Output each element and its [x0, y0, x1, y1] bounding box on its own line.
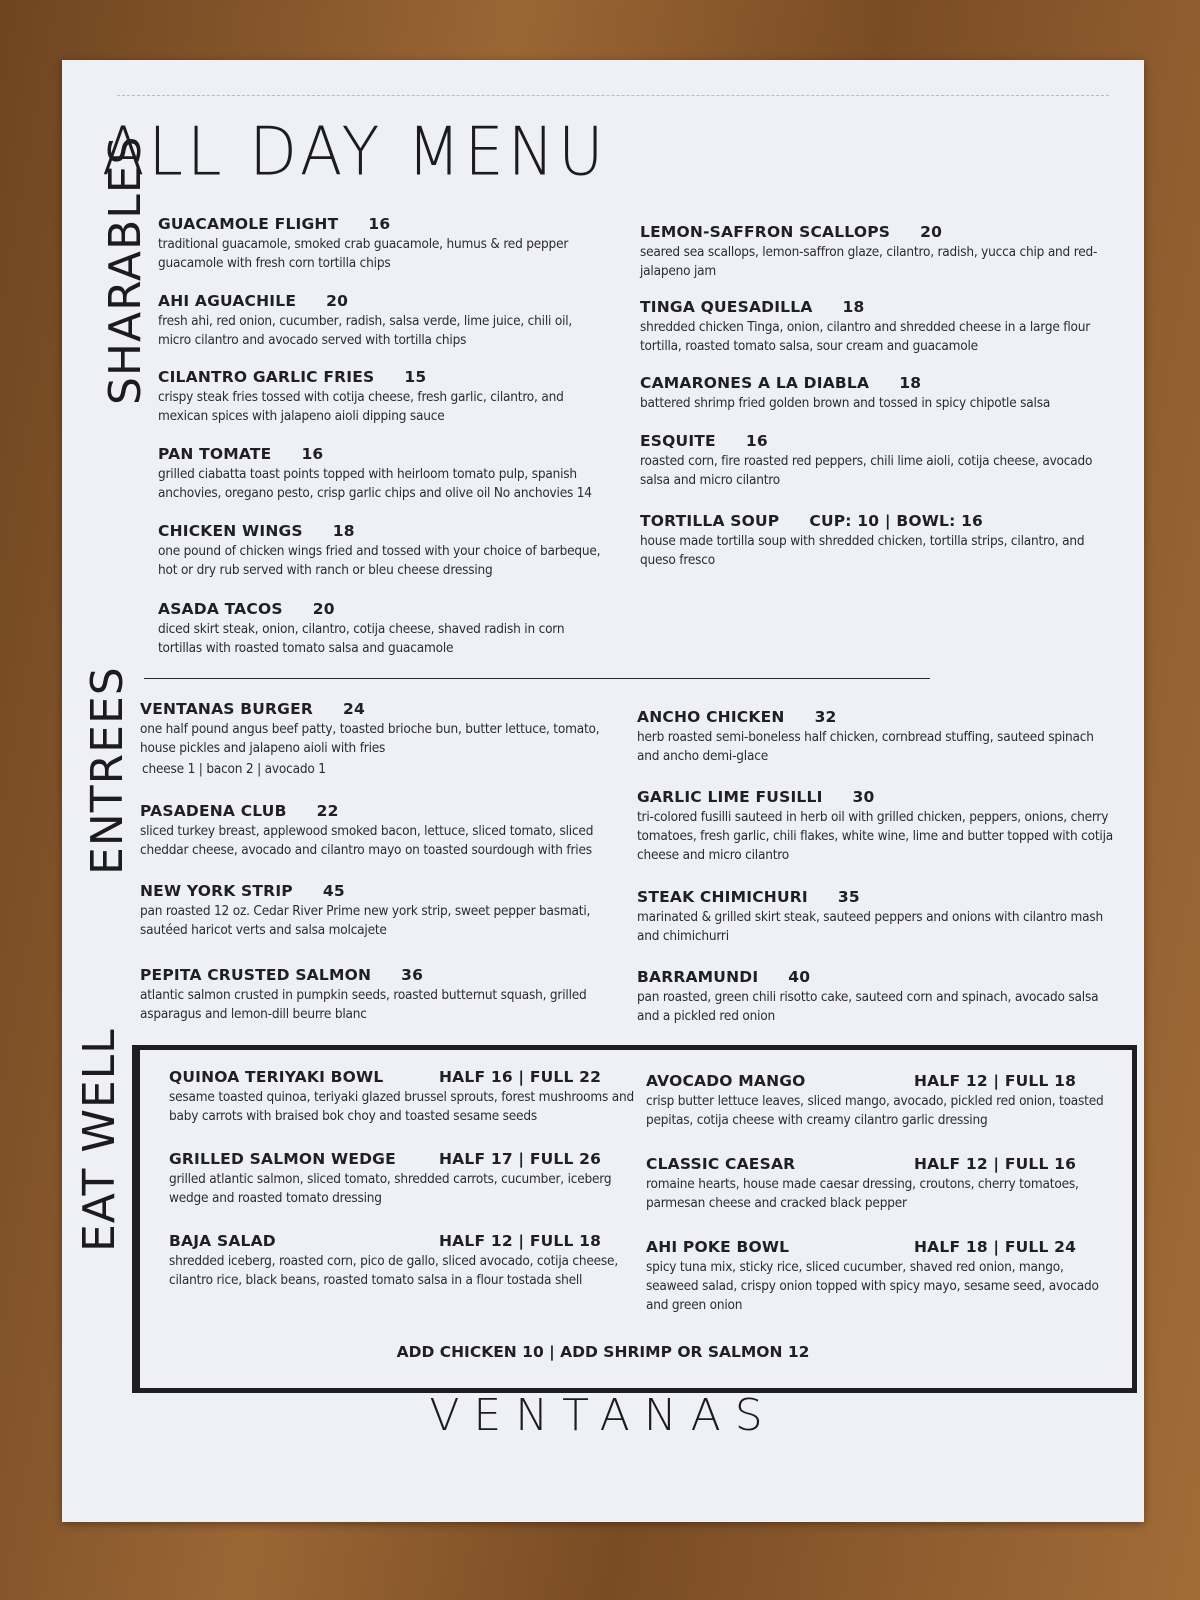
- section-label-eat-well: EAT WELL: [74, 1028, 125, 1252]
- menu-item-description: atlantic salmon crusted in pumpkin seeds, roasted butternut squash, grilled asparagus and lemon-dill beurre blanc: [140, 987, 587, 1022]
- menu-item-price: HALF 17 | FULL 26: [439, 1150, 602, 1168]
- menu-item-header: [158, 368, 608, 386]
- menu-item-header: [640, 512, 1100, 530]
- menu-item-name: VENTANAS BURGER: [140, 700, 314, 718]
- menu-item-name: QUINOA TERIYAKI BOWL: [169, 1068, 384, 1086]
- menu-item: [640, 223, 1100, 281]
- menu-item-name: LEMON-SAFFRON SCALLOPS: [640, 223, 891, 241]
- menu-item: [169, 1068, 639, 1126]
- menu-item-name: STEAK CHIMICHURI: [637, 888, 808, 906]
- menu-item-description: crisp butter lettuce leaves, sliced mango, avocado, pickled red onion, toasted pepitas, cotija cheese with creamy cilantro garlic dressing: [646, 1093, 1104, 1128]
- menu-item-name: GUACAMOLE FLIGHT: [158, 215, 339, 233]
- menu-item-price: 20: [312, 600, 335, 618]
- menu-item-name: PEPITA CRUSTED SALMON: [140, 966, 372, 984]
- section-label-sharables: SHARABLES: [100, 135, 151, 405]
- menu-item-header: [158, 445, 608, 463]
- menu-item-price: HALF 12 | FULL 18: [914, 1072, 1077, 1090]
- menu-item: [646, 1072, 1116, 1130]
- menu-item-name: ASADA TACOS: [158, 600, 283, 618]
- menu-item: [646, 1238, 1116, 1315]
- menu-item-description: fresh ahi, red onion, cucumber, radish, salsa verde, lime juice, chili oil, micro cilantro and avocado served with tortilla chips: [158, 313, 573, 348]
- menu-item-name: PASADENA CLUB: [140, 802, 287, 820]
- menu-item-price: HALF 18 | FULL 24: [914, 1238, 1077, 1256]
- menu-item-price: 40: [788, 968, 811, 986]
- menu-item-description: marinated & grilled skirt steak, sauteed peppers and onions with cilantro mash and chimichurri: [637, 909, 1104, 944]
- menu-item-price: 24: [343, 700, 366, 718]
- menu-item-description: roasted corn, fire roasted red peppers, chili lime aioli, cotija cheese, avocado salsa and micro cilantro: [640, 453, 1093, 488]
- menu-item: [646, 1155, 1116, 1213]
- menu-item-addons: cheese 1 | bacon 2 | avocado 1: [142, 761, 326, 777]
- menu-item-name: AVOCADO MANGO: [646, 1072, 806, 1090]
- menu-item-name: CILANTRO GARLIC FRIES: [158, 368, 375, 386]
- menu-item-price: 18: [332, 522, 355, 540]
- menu-item-price: 30: [852, 788, 875, 806]
- menu-item-description: grilled atlantic salmon, sliced tomato, shredded carrots, cucumber, iceberg wedge and roasted tomato dressing: [169, 1171, 612, 1206]
- menu-item-description: romaine hearts, house made caesar dressing, croutons, cherry tomatoes, parmesan cheese and cracked black pepper: [646, 1176, 1079, 1211]
- menu-item-description: sliced turkey breast, applewood smoked bacon, lettuce, sliced tomato, sliced cheddar cheese, avocado and cilantro mayo on toasted sourdough with fries: [140, 823, 594, 858]
- add-protein-options: ADD CHICKEN 10 | ADD SHRIMP OR SALMON 12: [396, 1343, 810, 1361]
- menu-item: [140, 882, 615, 940]
- menu-item-description: grilled ciabatta toast points topped with heirloom tomato pulp, spanish anchovies, oregano pesto, crisp garlic chips and olive oil No anchovies 14: [158, 466, 592, 501]
- menu-item-price: HALF 12 | FULL 16: [914, 1155, 1077, 1173]
- menu-item-price: HALF 12 | FULL 18: [439, 1232, 602, 1250]
- menu-item-description: one pound of chicken wings fried and tossed with your choice of barbeque, hot or dry rub served with ranch or bleu cheese dressing: [158, 543, 601, 578]
- menu-item-name: CLASSIC CAESAR: [646, 1155, 796, 1173]
- menu-item-name: ANCHO CHICKEN: [637, 708, 785, 726]
- menu-item: [637, 788, 1115, 865]
- menu-item: [158, 368, 608, 426]
- menu-item-header: [169, 1150, 639, 1168]
- menu-item-price: 45: [322, 882, 345, 900]
- menu-item-header: [646, 1238, 1116, 1256]
- menu-item-header: [158, 215, 608, 233]
- menu-item-price: 16: [301, 445, 324, 463]
- menu-item-name: AHI AGUACHILE: [158, 292, 297, 310]
- menu-item-price: 32: [814, 708, 837, 726]
- menu-item-description: pan roasted, green chili risotto cake, sauteed corn and spinach, avocado salsa and a pickled red onion: [637, 989, 1099, 1024]
- menu-item: [640, 298, 1100, 356]
- menu-item: [637, 968, 1115, 1026]
- menu-item-header: [140, 700, 615, 718]
- menu-item-header: [640, 432, 1100, 450]
- menu-item-header: [158, 522, 608, 540]
- menu-item: [140, 700, 615, 779]
- menu-item: [637, 708, 1115, 766]
- menu-item-header: [169, 1232, 639, 1250]
- menu-item-description: one half pound angus beef patty, toasted brioche bun, butter lettuce, tomato, house pickles and jalapeno aioli with fries: [140, 721, 600, 756]
- menu-item-description: shredded iceberg, roasted corn, pico de gallo, sliced avocado, cotija cheese, cilantro rice, black beans, roasted tomato salsa in a flour tostada shell: [169, 1253, 618, 1288]
- menu-item-name: CAMARONES A LA DIABLA: [640, 374, 870, 392]
- menu-item-price: 18: [842, 298, 865, 316]
- menu-item-header: [158, 600, 608, 618]
- menu-item-price: 20: [920, 223, 943, 241]
- menu-item-name: CHICKEN WINGS: [158, 522, 303, 540]
- menu-item-price: 20: [326, 292, 349, 310]
- menu-item-name: BARRAMUNDI: [637, 968, 759, 986]
- menu-item-price: 16: [745, 432, 768, 450]
- menu-item-price: 18: [899, 374, 922, 392]
- menu-item-header: [637, 708, 1115, 726]
- menu-item-description: tri-colored fusilli sauteed in herb oil with grilled chicken, peppers, onions, cherry tomatoes, fresh garlic, chili flakes, white wine, lime and butter topped with cotija cheese and micro cilantro: [637, 809, 1113, 863]
- tear-line: [117, 95, 1109, 96]
- menu-item-description: shredded chicken Tinga, onion, cilantro and shredded cheese in a large flour tortilla, roasted tomato salsa, sour cream and guacamole: [640, 319, 1091, 354]
- menu-item-price: CUP: 10 | BOWL: 16: [809, 512, 984, 530]
- menu-item-description: pan roasted 12 oz. Cedar River Prime new york strip, sweet pepper basmati, sautéed haricot verts and salsa molcajete: [140, 903, 591, 938]
- menu-item-description: crispy steak fries tossed with cotija cheese, fresh garlic, cilantro, and mexican spices with jalapeno aioli dipping sauce: [158, 389, 564, 424]
- menu-item-price: 22: [316, 802, 339, 820]
- menu-item-name: TINGA QUESADILLA: [640, 298, 813, 316]
- menu-item-name: GARLIC LIME FUSILLI: [637, 788, 823, 806]
- menu-item-header: [646, 1155, 1116, 1173]
- menu-item: [158, 600, 608, 658]
- menu-item: [169, 1232, 639, 1290]
- menu-item-header: [640, 374, 1100, 392]
- menu-title: ALL DAY MENU: [102, 112, 608, 191]
- menu-item-header: [158, 292, 608, 310]
- menu-item-header: [637, 968, 1115, 986]
- section-label-entrees: ENTREES: [82, 666, 133, 875]
- menu-paper: [62, 60, 1144, 1522]
- menu-item-name: TORTILLA SOUP: [640, 512, 780, 530]
- menu-item-header: [646, 1072, 1116, 1090]
- menu-item: [640, 374, 1100, 413]
- menu-item-header: [637, 788, 1115, 806]
- menu-item-name: AHI POKE BOWL: [646, 1238, 790, 1256]
- menu-item-price: 16: [368, 215, 391, 233]
- menu-item-price: 35: [837, 888, 860, 906]
- menu-item-description: battered shrimp fried golden brown and tossed in spicy chipotle salsa: [640, 395, 1051, 411]
- menu-item-price: 36: [401, 966, 424, 984]
- menu-item-name: BAJA SALAD: [169, 1232, 276, 1250]
- menu-item: [158, 445, 608, 503]
- menu-item-header: [637, 888, 1115, 906]
- menu-item-name: ESQUITE: [640, 432, 716, 450]
- menu-item: [158, 522, 608, 580]
- menu-item-description: diced skirt steak, onion, cilantro, cotija cheese, shaved radish in corn tortillas with roasted tomato salsa and guacamole: [158, 621, 565, 656]
- menu-item-description: seared sea scallops, lemon-saffron glaze, cilantro, radish, yucca chip and red-jalapeno jam: [640, 244, 1098, 279]
- menu-item: [158, 215, 608, 273]
- menu-item-header: [640, 298, 1100, 316]
- menu-item: [640, 432, 1100, 490]
- menu-item-header: [140, 966, 615, 984]
- menu-item-header: [640, 223, 1100, 241]
- menu-item: [640, 512, 1100, 570]
- menu-item-description: spicy tuna mix, sticky rice, sliced cucumber, shaved red onion, mango, seaweed salad, crispy onion topped with spicy mayo, sesame seed, avocado and green onion: [646, 1259, 1099, 1313]
- menu-item-description: sesame toasted quinoa, teriyaki glazed brussel sprouts, forest mushrooms and baby carrots with braised bok choy and toasted sesame seeds: [169, 1089, 635, 1124]
- menu-item-header: [140, 882, 615, 900]
- menu-item-price: 15: [404, 368, 427, 386]
- menu-item-description: traditional guacamole, smoked crab guacamole, humus & red pepper guacamole with fresh corn tortilla chips: [158, 236, 569, 271]
- restaurant-brand: VENTANAS: [429, 1390, 777, 1441]
- menu-item: [140, 802, 615, 860]
- menu-item-header: [140, 802, 615, 820]
- menu-item-header: [169, 1068, 639, 1086]
- menu-item-name: PAN TOMATE: [158, 445, 272, 463]
- menu-item-name: GRILLED SALMON WEDGE: [169, 1150, 396, 1168]
- menu-item: [169, 1150, 639, 1208]
- section-divider: [144, 678, 930, 679]
- menu-item-description: herb roasted semi-boneless half chicken, cornbread stuffing, sauteed spinach and ancho demi-glace: [637, 729, 1094, 764]
- menu-item-price: HALF 16 | FULL 22: [439, 1068, 602, 1086]
- menu-item: [140, 966, 615, 1024]
- menu-item: [637, 888, 1115, 946]
- menu-item-description: house made tortilla soup with shredded chicken, tortilla strips, cilantro, and queso fresco: [640, 533, 1085, 568]
- menu-item-name: NEW YORK STRIP: [140, 882, 293, 900]
- menu-item: [158, 292, 608, 350]
